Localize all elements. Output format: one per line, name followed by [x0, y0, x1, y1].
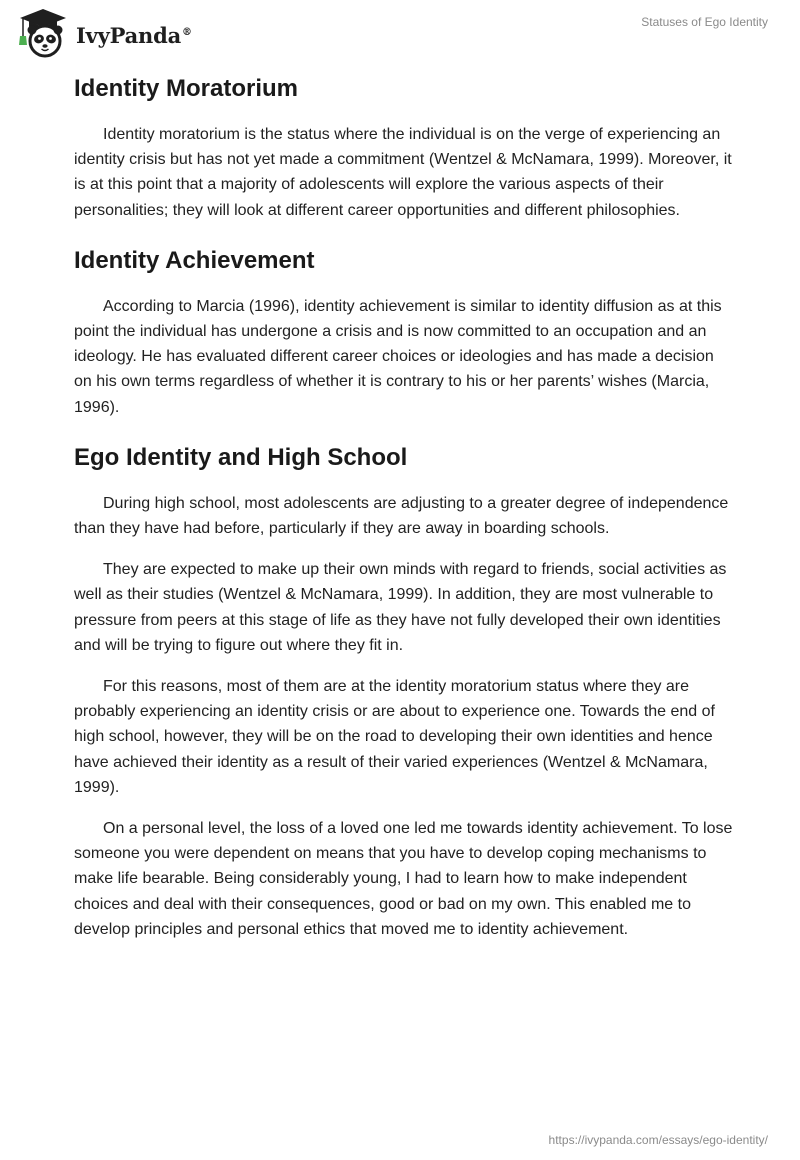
page-header	[0, 0, 800, 64]
section-identity-moratorium	[74, 70, 734, 223]
section-ego-identity-high-school	[74, 439, 734, 942]
document-title: Statuses of Ego Identity	[641, 15, 768, 29]
brand-name: IvyPanda®	[76, 22, 192, 48]
section-heading: Identity Moratorium	[74, 75, 299, 102]
paragraph: On a personal level, the loss of a loved one led me towards identity achievement. To lose someone you were dependent on means that you have to develop coping mechanisms to make life bearable. Being considerably young, I had to learn how to make independent choices and deal with their consequences, good or bad on my own. This enabled me to develop principles and personal ethics that moved me to identity achievement.	[74, 820, 733, 938]
source-url[interactable]: https://ivypanda.com/essays/ego-identity/	[548, 1133, 768, 1147]
panda-graduate-icon	[12, 8, 74, 58]
section-identity-achievement	[74, 242, 734, 420]
paragraph: According to Marcia (1996), identity achievement is similar to identity diffusion as at this point the individual has undergone a crisis and is now committed to an occupation and an ideology. He has evaluated different career choices or ideologies and has made a decision on his own terms regardless of whether it is contrary to his or her parents’ wishes (Marcia, 1996).	[74, 297, 722, 416]
brand-logo[interactable]	[12, 8, 192, 58]
paragraph: Identity moratorium is the status where the individual is on the verge of experiencing an identity crisis but has not yet made a commitment (Wentzel & McNamara, 1999). Moreover, it is at this point that a majority of adolescents will explore the various aspects of their personalities; they will look at different career opportunities and different philosophies.	[74, 126, 732, 219]
section-heading: Identity Achievement	[74, 246, 315, 274]
paragraph: They are expected to make up their own minds with regard to friends, social activities as well as their studies (Wentzel & McNamara, 1999). In addition, they are most vulnerable to pressure from peers at this stage of life as they have not fully developed their own identities and will be trying to figure out where they fit in.	[74, 561, 727, 654]
paragraph: For this reasons, most of them are at the identity moratorium status where they are probably experiencing an identity crisis or are about to experience one. Towards the end of high school, however, they will be on the road to developing their own identities and hence have achieved their identity as a result of their varied experiences (Wentzel & McNamara, 1999).	[74, 678, 715, 796]
paragraph: During high school, most adolescents are adjusting to a greater degree of independence than they have had before, particularly if they are away in boarding schools.	[74, 494, 729, 538]
registered-mark: ®	[182, 26, 192, 38]
essay-body	[74, 70, 734, 942]
section-heading: Ego Identity and High School	[74, 443, 408, 471]
